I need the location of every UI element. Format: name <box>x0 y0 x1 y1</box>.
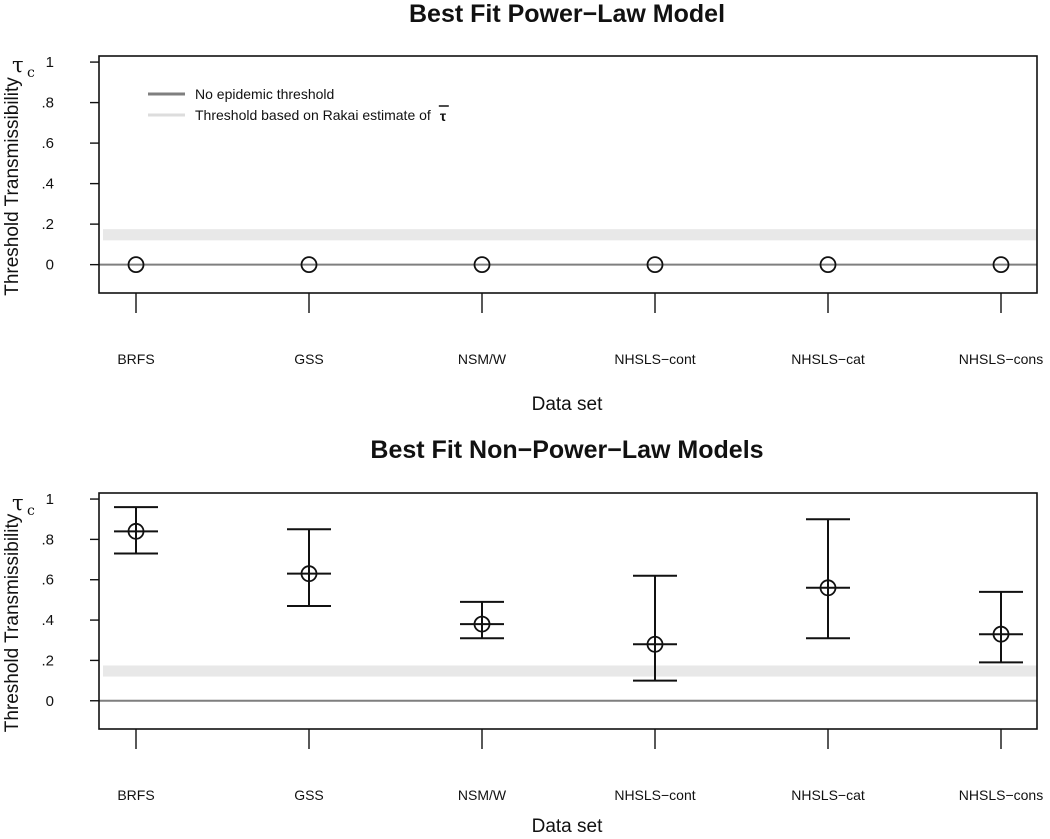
x-tick-label: GSS <box>294 351 324 367</box>
x-tick-label: NHSLS−cat <box>791 351 865 367</box>
x-axis-label: Data set <box>531 394 603 415</box>
x-axis-label: Data set <box>531 816 603 837</box>
legend-label: Threshold based on Rakai estimate of <box>195 107 431 123</box>
error-bar <box>806 519 850 638</box>
y-tick-label: 0 <box>45 692 54 710</box>
tau-symbol: τ <box>12 53 24 77</box>
tau-symbol: τ <box>12 491 24 515</box>
x-tick-label: NSM/W <box>457 787 507 803</box>
error-bar <box>287 529 331 606</box>
y-tick-label: 1 <box>45 491 54 509</box>
tau-subscript: c <box>27 65 35 81</box>
x-tick-label: NSM/W <box>457 351 507 367</box>
rakai-threshold-band <box>103 665 1037 676</box>
legend-tau-symbol: τ <box>439 108 447 124</box>
x-tick-label: NHSLS−cons <box>958 787 1044 803</box>
chart-panel-1 <box>2 0 1043 415</box>
rakai-threshold-band <box>103 229 1037 240</box>
y-tick-label: .8 <box>41 94 54 112</box>
y-tick-label: .2 <box>41 216 54 234</box>
error-bar <box>460 602 504 638</box>
y-axis-label: Threshold Transmissibility <box>2 77 23 296</box>
tau-subscript: c <box>27 503 35 519</box>
legend <box>148 86 449 124</box>
y-tick-label: .4 <box>41 175 54 193</box>
y-tick-label: .8 <box>41 531 54 549</box>
y-tick-label: 1 <box>45 54 54 72</box>
x-tick-label: BRFS <box>117 787 155 803</box>
y-axis-label: Threshold Transmissibility <box>2 513 23 733</box>
y-tick-label: 0 <box>45 256 54 274</box>
x-tick-label: NHSLS−cont <box>614 351 696 367</box>
x-tick-label: GSS <box>294 787 324 803</box>
y-tick-label: .6 <box>41 135 54 153</box>
x-tick-label: NHSLS−cons <box>958 351 1044 367</box>
chart-title: Best Fit Non−Power−Law Models <box>370 436 764 464</box>
error-bar <box>633 576 677 681</box>
y-tick-label: .2 <box>41 652 54 670</box>
chart-panel-2 <box>2 436 1043 837</box>
error-bar <box>114 507 158 553</box>
plot-frame <box>99 493 1037 729</box>
y-tick-label: .4 <box>41 612 54 630</box>
x-tick-label: NHSLS−cat <box>791 787 865 803</box>
legend-label: No epidemic threshold <box>195 86 335 102</box>
y-tick-label: .6 <box>41 571 54 589</box>
chart-title: Best Fit Power−Law Model <box>408 0 726 28</box>
x-tick-label: NHSLS−cont <box>614 787 696 803</box>
x-tick-label: BRFS <box>117 351 155 367</box>
